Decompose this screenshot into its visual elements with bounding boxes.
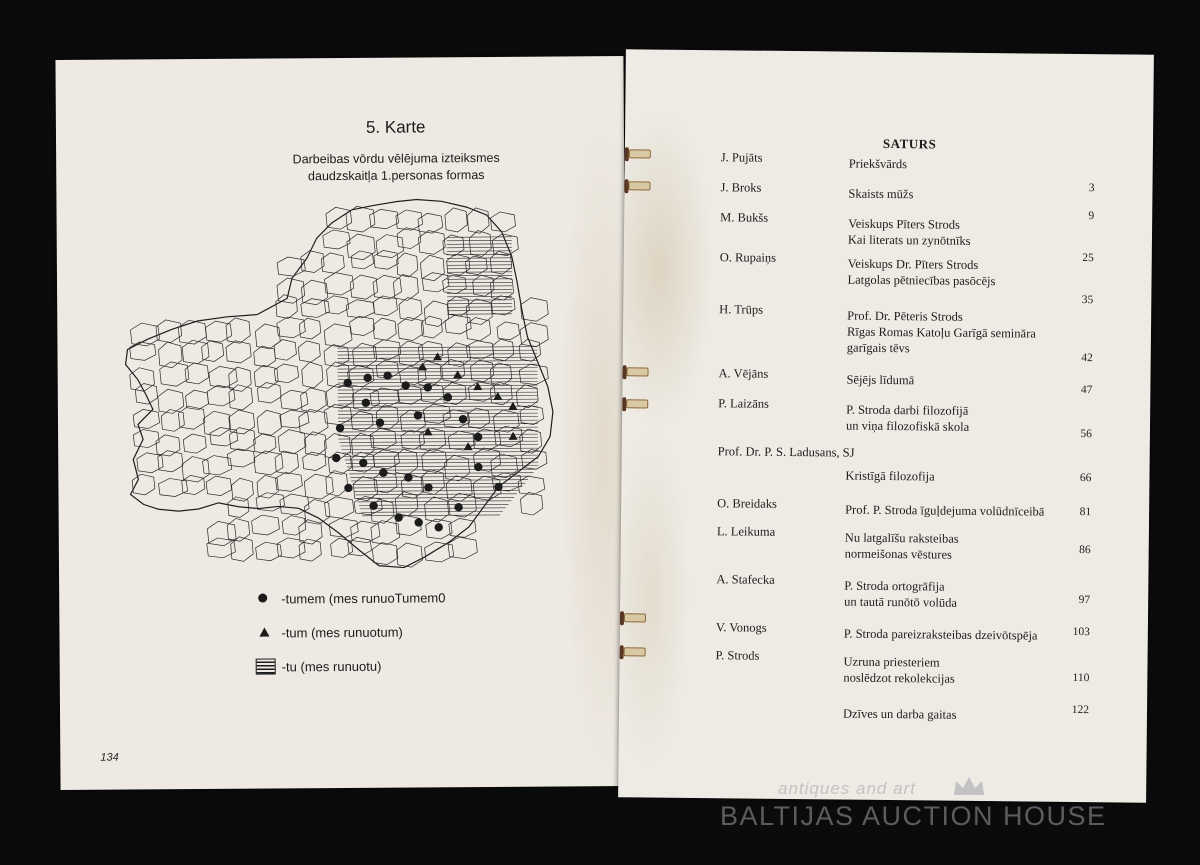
toc-page-number: 122 — [1071, 703, 1090, 717]
hatch-line — [361, 511, 503, 512]
map-cell — [396, 543, 422, 567]
map-cell — [186, 390, 209, 410]
watermark-brand: BALTIJAS AUCTION HOUSE — [720, 801, 1107, 831]
toc-author: O. Rupaiņs — [719, 250, 777, 265]
toc-page-number: 66 — [1079, 472, 1092, 485]
map-dot-marker — [435, 523, 443, 531]
map-cell — [424, 542, 453, 562]
map-dot-marker — [424, 383, 432, 391]
map-cell — [158, 478, 187, 496]
hatch-line — [338, 361, 538, 362]
map-cell — [520, 298, 548, 322]
map-cell — [255, 324, 280, 349]
map-cell — [372, 542, 398, 564]
map-dot-marker — [402, 381, 410, 389]
toc-author: L. Leikuma — [716, 524, 776, 539]
toc-page-number: 47 — [1080, 384, 1093, 397]
map-dot-marker — [474, 433, 482, 441]
map-cell — [518, 476, 545, 495]
toc-title-line: P. Stroda pareizraksteibas dzeivōtspēja — [843, 626, 1038, 643]
map-cell — [254, 365, 278, 388]
map-cell — [254, 451, 283, 475]
map-dot-marker — [343, 379, 351, 387]
map-dot-marker — [454, 503, 462, 511]
toc-author: J. Pujāts — [720, 150, 763, 165]
map-cell — [207, 521, 236, 546]
map-cell — [397, 253, 418, 277]
legend-item-tumem — [255, 589, 445, 606]
toc-title — [847, 256, 995, 290]
toc-title — [846, 402, 970, 435]
map-cell — [299, 409, 328, 435]
map-cell — [302, 362, 323, 388]
map-cell — [257, 382, 281, 403]
map-cell — [277, 317, 306, 338]
legend-item-tum — [255, 624, 402, 641]
hatch-line — [360, 508, 506, 509]
map-cell — [443, 275, 467, 293]
hatch-line — [342, 448, 539, 449]
map-cell — [371, 520, 400, 544]
map-cell — [347, 234, 375, 260]
map-cell — [350, 316, 375, 335]
hatch-icon — [256, 658, 274, 674]
map-cell — [135, 383, 157, 404]
map-cell — [401, 430, 425, 449]
toc-heading: SATURS — [882, 135, 937, 152]
map-dot-marker — [383, 371, 391, 379]
hatch-line — [338, 417, 538, 418]
hatch-line — [338, 371, 538, 372]
toc-title-line: Rīgas Romas Katoļu Garīgā semināra — [846, 324, 1036, 341]
map-cell — [324, 273, 353, 296]
map-cell — [161, 409, 184, 431]
hatch-line — [348, 469, 536, 470]
map-cell — [516, 385, 538, 408]
map-cell — [282, 515, 306, 535]
map-cell — [133, 409, 159, 428]
hatch-line — [338, 420, 538, 421]
legend-item-tu — [256, 658, 382, 675]
map-dot-marker — [379, 468, 387, 476]
toc-title-line: Dzīves un darba gaitas — [842, 706, 957, 722]
map-cell — [254, 434, 277, 454]
map-cell — [257, 410, 282, 435]
map-dot-marker — [376, 419, 384, 427]
hatch-line — [347, 466, 538, 467]
map-cell — [301, 388, 327, 413]
map-cell — [251, 515, 279, 535]
map-dot-marker — [369, 502, 377, 510]
map-dot-marker — [474, 463, 482, 471]
map-cell — [373, 318, 396, 340]
map-cell — [298, 341, 320, 362]
toc-title-line: Nu latgalīšu raksteibas — [844, 530, 959, 546]
toc-title-line: normeišonas vēstures — [844, 546, 953, 562]
binding-stitch — [627, 367, 649, 376]
map-cell — [321, 253, 344, 274]
hatch-line — [346, 462, 538, 463]
toc-title-line: Prof. P. Stroda īguļdejuma volūdnīceibā — [845, 502, 1045, 519]
map-cell — [323, 230, 350, 249]
toc-title-line: garīgais tēvs — [846, 340, 910, 356]
map-cell — [207, 385, 235, 406]
map-triangle-marker — [418, 362, 427, 370]
hatch-line — [338, 350, 538, 351]
map-dot-marker — [459, 415, 467, 423]
toc-title-line: noslēdzot rekolekcijas — [843, 670, 955, 686]
map-triangle-marker — [473, 382, 482, 390]
map-cell — [210, 427, 238, 446]
map-cell — [351, 521, 380, 543]
map-dot-marker — [362, 399, 370, 407]
toc-author: A. Stafecka — [716, 572, 775, 587]
map-cell — [206, 476, 231, 496]
map-cell — [226, 318, 250, 344]
binding-stitch — [624, 613, 646, 622]
hatch-line — [362, 515, 500, 516]
map-cell — [418, 230, 445, 254]
map-cell — [229, 385, 253, 411]
map-dot-marker — [444, 393, 452, 401]
map-cell — [370, 388, 399, 407]
legend-label: -tum (mes runuotum) — [281, 624, 403, 640]
map-cell — [254, 346, 276, 367]
hatch-line — [359, 504, 509, 505]
toc-author: O. Breidaks — [717, 496, 777, 511]
map-cell — [226, 341, 251, 363]
map-cell — [397, 228, 421, 249]
toc-title-line: Latgolas pētniecības pasōcējs — [847, 272, 996, 289]
map-cell — [495, 426, 523, 447]
toc-title-line: Kristīgā filozofija — [845, 468, 935, 484]
toc-author: M. Bukšs — [720, 210, 769, 225]
hatch-line — [337, 347, 537, 348]
toc-page-number: 35 — [1081, 294, 1094, 307]
map-dot-marker — [424, 483, 432, 491]
map-cell — [229, 428, 255, 451]
toc-page-number: 42 — [1081, 352, 1093, 365]
hatch-line — [351, 480, 528, 481]
map-dot-marker — [359, 459, 367, 467]
right-page — [618, 49, 1154, 802]
map-cell — [301, 280, 328, 305]
toc-author: J. Broks — [720, 180, 762, 195]
toc-title-line: un tautā runōtō volūda — [844, 594, 958, 610]
map-cell — [324, 324, 352, 347]
map-cell — [328, 452, 351, 475]
map-cell — [373, 340, 401, 360]
map-cell — [425, 497, 449, 522]
map-cell — [448, 493, 476, 517]
toc-author: P. Strods — [715, 648, 760, 663]
map-cell — [398, 341, 423, 366]
toc-page-number: 97 — [1078, 594, 1091, 607]
watermark — [720, 775, 1180, 855]
toc-page-number: 110 — [1072, 671, 1090, 685]
map-cell — [203, 411, 230, 436]
toc-page-number: 25 — [1082, 252, 1094, 265]
toc-page-number: 103 — [1072, 625, 1090, 639]
toc-author: H. Trūps — [719, 302, 764, 317]
map-cell — [158, 450, 183, 471]
map-cell — [448, 431, 475, 450]
toc-page-number: 3 — [1088, 182, 1095, 195]
toc-title — [845, 468, 934, 485]
toc-title — [843, 706, 957, 723]
map-dot-marker — [494, 483, 502, 491]
map-cell — [398, 317, 424, 340]
toc-title-line: Priekšvārds — [848, 156, 908, 172]
toc-title-line: Veiskups Dr. Pīters Strods — [847, 256, 979, 272]
map-subtitle: Darbeibas vōrdu vēlējuma izteiksmes daudzskaitļa 1.personas formas — [292, 150, 500, 184]
map-cell — [520, 405, 544, 424]
toc-title — [848, 216, 971, 249]
foxing-stain — [556, 96, 629, 790]
hatch-line — [341, 445, 539, 446]
hatch-line — [338, 392, 538, 393]
map-cell — [376, 234, 403, 257]
map-cell — [326, 384, 354, 408]
toc-title-line: Kai literats un zynōtnīks — [847, 232, 971, 248]
toc-title — [845, 502, 1044, 520]
toc-page-number: 56 — [1080, 428, 1092, 441]
map-dot-marker — [336, 424, 344, 432]
toc-page-number: 81 — [1079, 506, 1092, 519]
map-dot-marker — [414, 518, 422, 526]
map-dot-marker — [332, 454, 340, 462]
toc-author: Prof. Dr. P. S. Ladusans, SJ — [717, 444, 855, 460]
binding-stitch — [629, 149, 651, 158]
map-triangle-marker — [509, 432, 518, 440]
toc-title — [844, 626, 1038, 644]
map-cell — [158, 342, 182, 368]
hatch-line — [339, 441, 538, 442]
map-dot-marker — [394, 513, 402, 521]
toc-page-number: 86 — [1079, 544, 1091, 557]
map-cell — [275, 472, 302, 491]
map-cell — [422, 272, 449, 292]
map-cell — [183, 434, 206, 453]
hatch-line — [338, 434, 538, 435]
binding-stitch — [624, 647, 646, 656]
toc-title — [847, 308, 1036, 358]
toc-title-line: Skaists mūžs — [848, 186, 914, 202]
toc-title — [845, 530, 959, 563]
toc-title — [848, 186, 913, 203]
map-cell — [490, 212, 515, 232]
toc-page-number: 9 — [1088, 210, 1095, 223]
map-cell — [443, 235, 464, 256]
map-cell — [324, 296, 348, 314]
map-cell — [445, 208, 467, 232]
toc-title-line: Sējējs līdumā — [846, 372, 915, 388]
foxing-stain — [618, 429, 692, 770]
map-cell — [346, 300, 374, 318]
toc-title — [843, 654, 955, 687]
map-title: 5. Karte — [365, 117, 426, 137]
map-cell — [497, 322, 520, 340]
map-cell — [520, 323, 548, 347]
map-cell — [130, 342, 156, 361]
toc-title — [849, 156, 907, 173]
map-cell — [399, 297, 422, 320]
map-dot-marker — [344, 484, 352, 492]
toc-title-line: Uzruna priesteriem — [843, 654, 940, 670]
hatch-line — [338, 396, 538, 397]
binding-stitch — [626, 399, 648, 408]
toc-author: A. Vējāns — [718, 366, 769, 381]
toc-title — [846, 372, 914, 389]
watermark-tagline: antiques and art — [778, 779, 916, 798]
legend-label: -tu (mes runuotu) — [281, 658, 382, 674]
legend-label: -tumem (mes runuoTumem0 — [281, 589, 446, 606]
map-cell — [133, 429, 159, 447]
map-cell — [397, 385, 421, 404]
toc-title-line: P. Stroda darbi filozofijā — [846, 402, 969, 418]
hatch-line — [338, 438, 538, 439]
dot-icon — [255, 590, 273, 606]
map-cell — [468, 408, 490, 429]
map-dot-marker — [404, 473, 412, 481]
dialect-map — [116, 186, 559, 589]
triangle-icon — [255, 624, 273, 640]
toc-title-line: Prof. Dr. Pēteris Strods — [847, 308, 963, 324]
map-cell — [202, 341, 224, 362]
toc-title — [844, 578, 957, 611]
toc-author: V. Vonogs — [715, 620, 767, 635]
map-dot-marker — [414, 411, 422, 419]
map-cell — [469, 230, 491, 256]
map-cell — [348, 537, 372, 556]
binding-stitch — [628, 181, 650, 190]
map-dot-marker — [363, 374, 371, 382]
map-cell — [420, 255, 444, 281]
map-cell — [329, 518, 358, 537]
toc-author: P. Laizāns — [718, 396, 769, 411]
crown-icon — [952, 775, 986, 797]
map-cell — [520, 492, 542, 515]
toc-title-line: P. Stroda ortogrāfija — [844, 578, 945, 594]
map-cell — [274, 339, 296, 360]
map-cell — [304, 474, 333, 499]
map-cell — [421, 316, 442, 338]
toc-title-line: un viņa filozofiskā skola — [845, 418, 970, 434]
left-page — [55, 56, 628, 790]
page-number: 134 — [100, 751, 119, 764]
map-cell — [449, 518, 476, 537]
map-cell — [160, 362, 189, 387]
map-cell — [326, 470, 348, 496]
hatch-line — [338, 424, 538, 425]
map-cell — [209, 366, 237, 388]
toc-title-line: Veiskups Pīters Strods — [848, 216, 961, 232]
map-cell — [373, 296, 397, 316]
map-cell — [299, 318, 321, 339]
